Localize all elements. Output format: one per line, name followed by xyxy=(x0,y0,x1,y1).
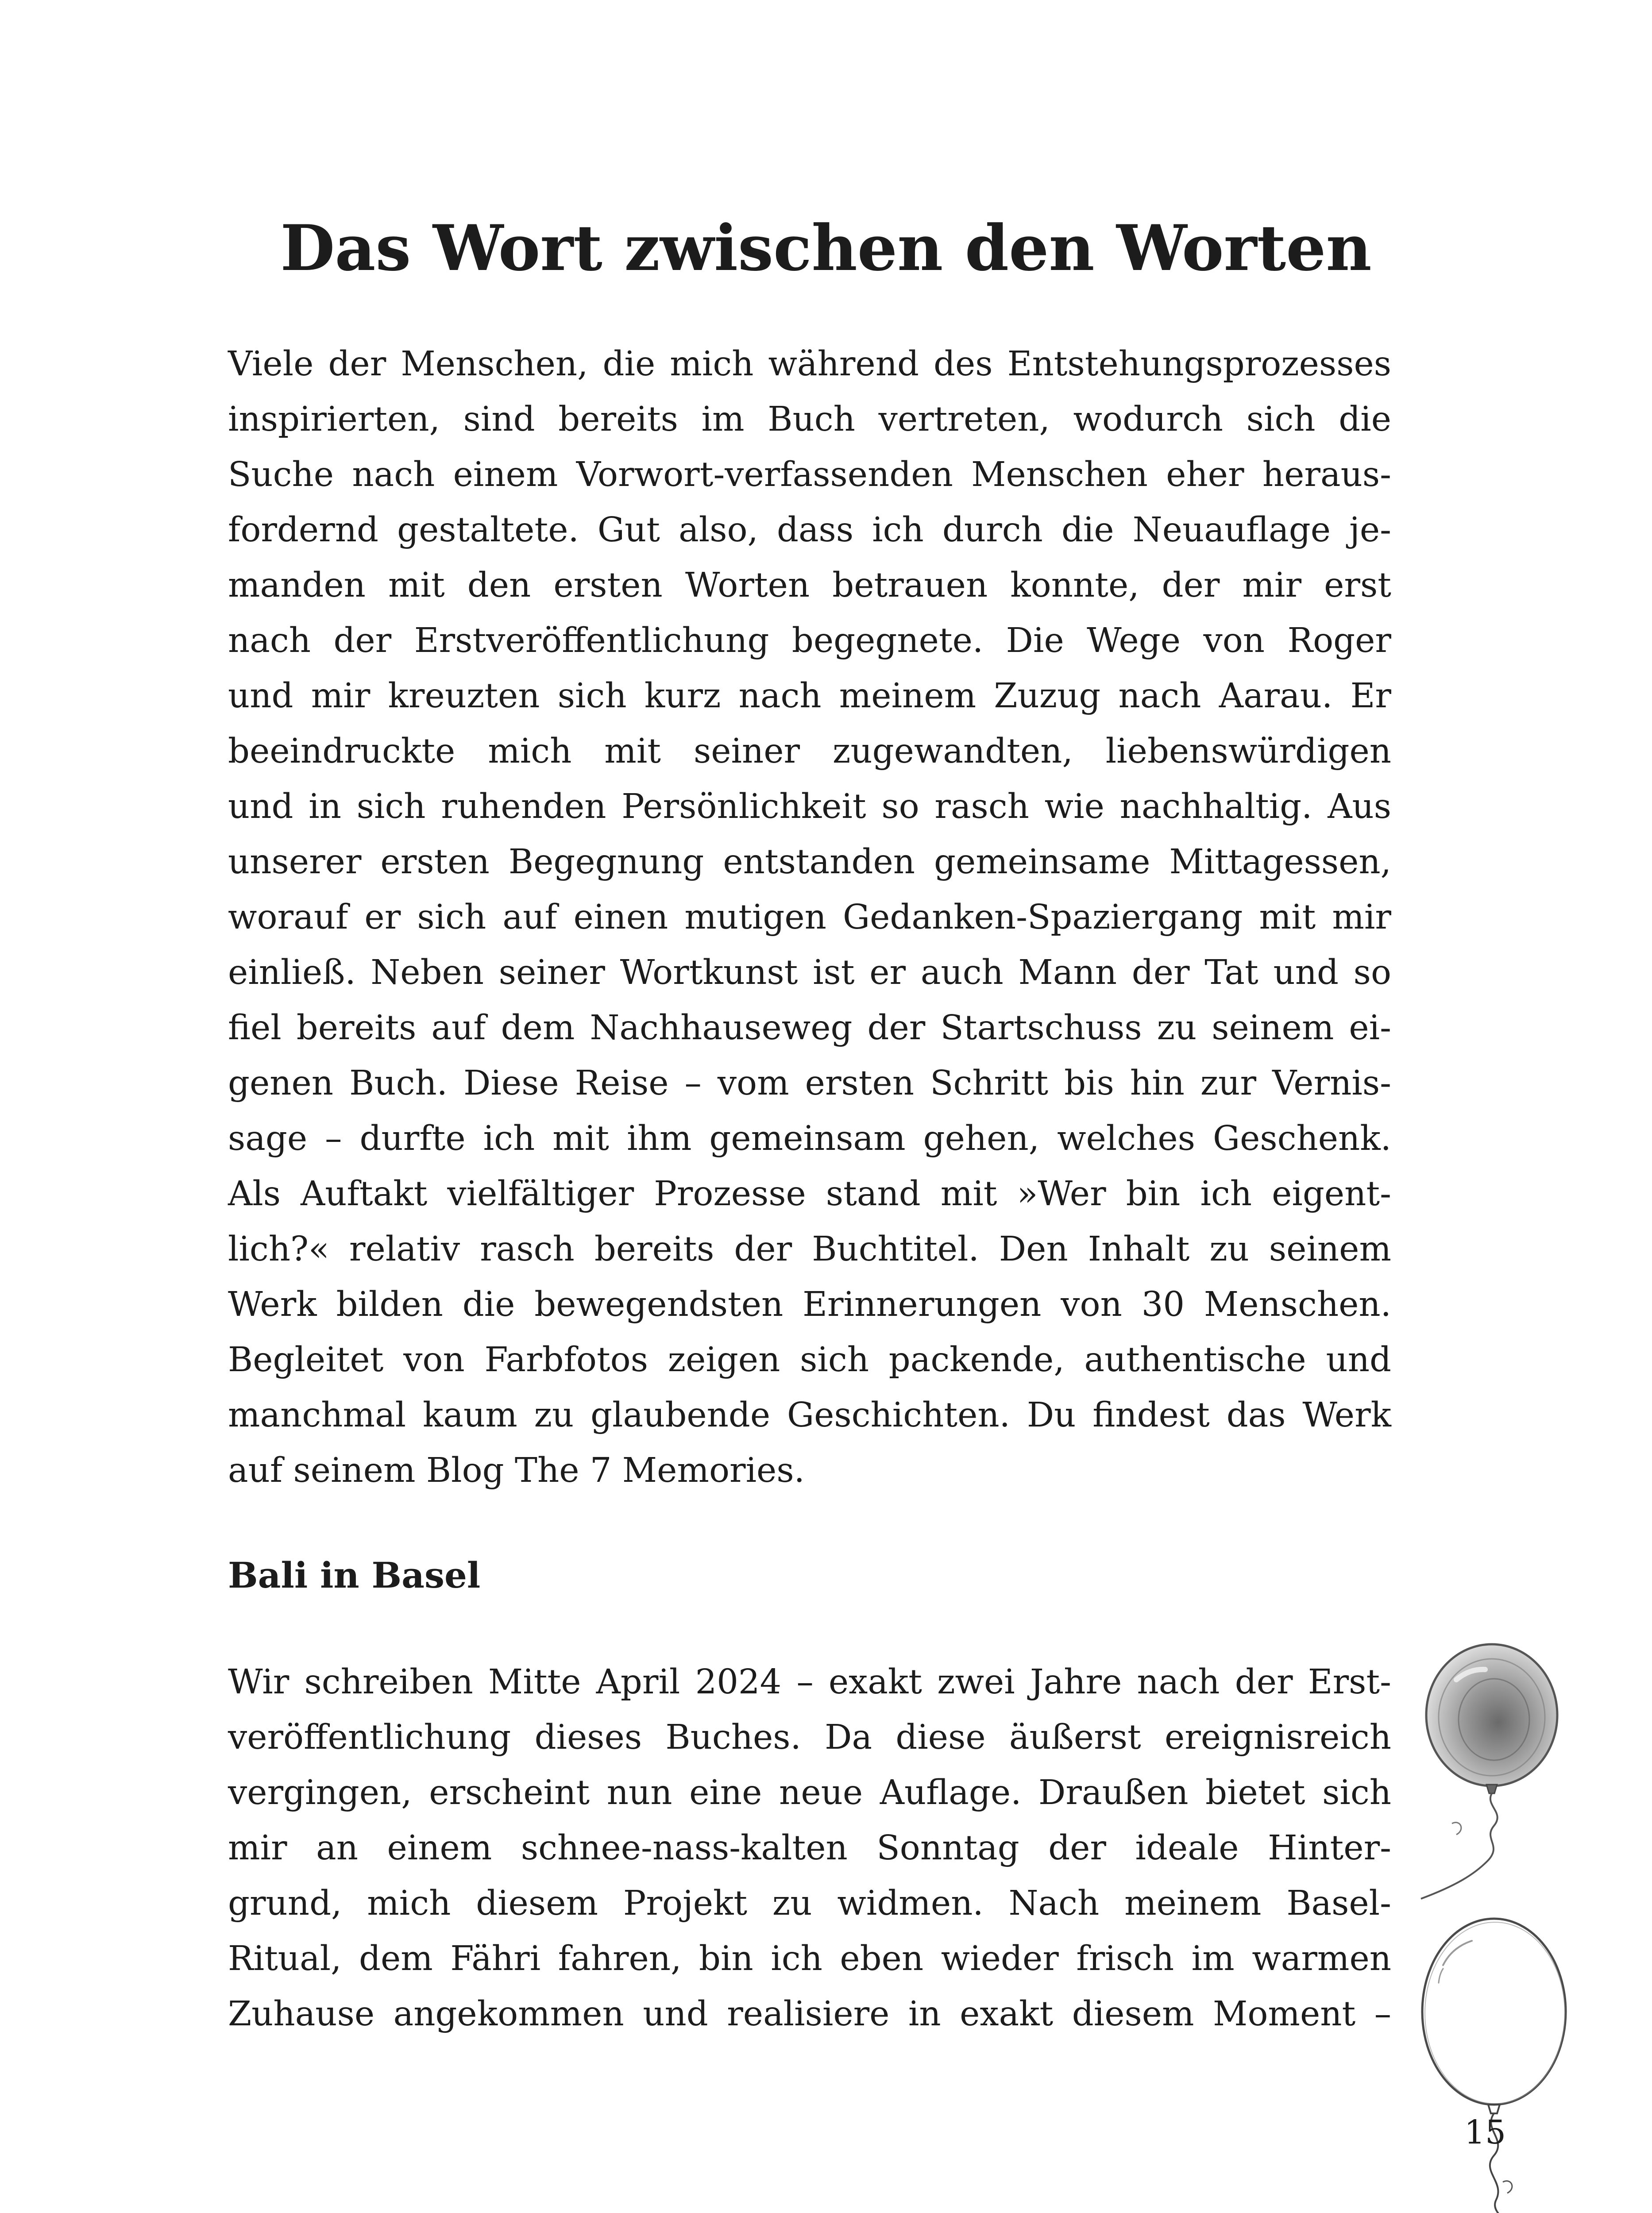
balloon-outline-icon xyxy=(1412,1916,1580,2213)
text-line: Als Auftakt vielfältiger Prozesse stand mit »Wer bin ich eigent- xyxy=(228,1174,1391,1214)
text-line: fordernd gestaltete. Gut also, dass ich durch die Neuauflage je- xyxy=(228,510,1391,550)
text-line: Suche nach einem Vorwort-verfassenden Menschen eher heraus- xyxy=(228,455,1391,494)
text-line: einließ. Neben seiner Wortkunst ist er auch Mann der Tat und so xyxy=(228,953,1391,992)
text-line: worauf er sich auf einen mutigen Gedanken-Spaziergang mit mir xyxy=(228,898,1391,937)
text-line: und in sich ruhenden Persönlichkeit so rasch wie nachhaltig. Aus xyxy=(228,787,1391,826)
text-line: Wir schreiben Mitte April 2024 – exakt zwei Jahre nach der Erst- xyxy=(228,1662,1391,1702)
text-line: Viele der Menschen, die mich während des Entstehungsprozesses xyxy=(228,344,1391,384)
text-line: Begleitet von Farbfotos zeigen sich packende, authentische und xyxy=(228,1340,1391,1380)
text-line: auf seinem Blog The 7 Memories. xyxy=(228,1451,805,1490)
text-line: und mir kreuzten sich kurz nach meinem Zuzug nach Aarau. Er xyxy=(228,676,1391,716)
balloon-shaded-icon xyxy=(1403,1638,1580,1912)
text-line: sage – durfte ich mit ihm gemeinsam gehen, welches Geschenk. xyxy=(228,1119,1391,1158)
text-line: mir an einem schnee-nass-kalten Sonntag der ideale Hinter- xyxy=(228,1828,1391,1868)
text-line: Zuhause angekommen und realisiere in exakt diesem Moment – xyxy=(228,1994,1391,2034)
paragraph-section xyxy=(228,1654,1391,2042)
text-line: genen Buch. Diese Reise – vom ersten Schritt bis hin zur Vernis- xyxy=(228,1064,1391,1103)
text-line: manchmal kaum zu glaubende Geschichten. Du findest das Werk xyxy=(228,1396,1391,1435)
text-line: Werk bilden die bewegendsten Erinnerungen von 30 Menschen. xyxy=(228,1285,1391,1324)
text-line: beeindruckte mich mit seiner zugewandten, liebenswürdigen xyxy=(228,732,1391,771)
page-number: 15 xyxy=(1464,2113,1506,2151)
text-line: nach der Erstveröffentlichung begegnete. Die Wege von Roger xyxy=(228,621,1391,660)
text-line: unserer ersten Begegnung entstanden gemeinsame Mittagessen, xyxy=(228,842,1391,882)
text-line: vergingen, erscheint nun eine neue Auflage. Draußen bietet sich xyxy=(228,1773,1391,1812)
text-line: Ritual, dem Fähri fahren, bin ich eben wieder frisch im warmen xyxy=(228,1939,1391,1978)
text-line: veröffentlichung dieses Buches. Da diese äußerst ereignisreich xyxy=(228,1718,1391,1757)
section-heading: Bali in Basel xyxy=(228,1554,481,1596)
text-line: manden mit den ersten Worten betrauen konnte, der mir erst xyxy=(228,566,1391,605)
text-line: fiel bereits auf dem Nachhauseweg der Startschuss zu seinem ei- xyxy=(228,1008,1391,1048)
text-line: lich?« relativ rasch bereits der Buchtitel. Den Inhalt zu seinem xyxy=(228,1230,1391,1269)
page-title: Das Wort zwischen den Worten xyxy=(280,212,1372,285)
text-line: inspirierten, sind bereits im Buch vertreten, wodurch sich die xyxy=(228,400,1391,439)
paragraph-intro xyxy=(228,336,1391,1498)
text-line: grund, mich diesem Projekt zu widmen. Nach meinem Basel- xyxy=(228,1884,1391,1923)
